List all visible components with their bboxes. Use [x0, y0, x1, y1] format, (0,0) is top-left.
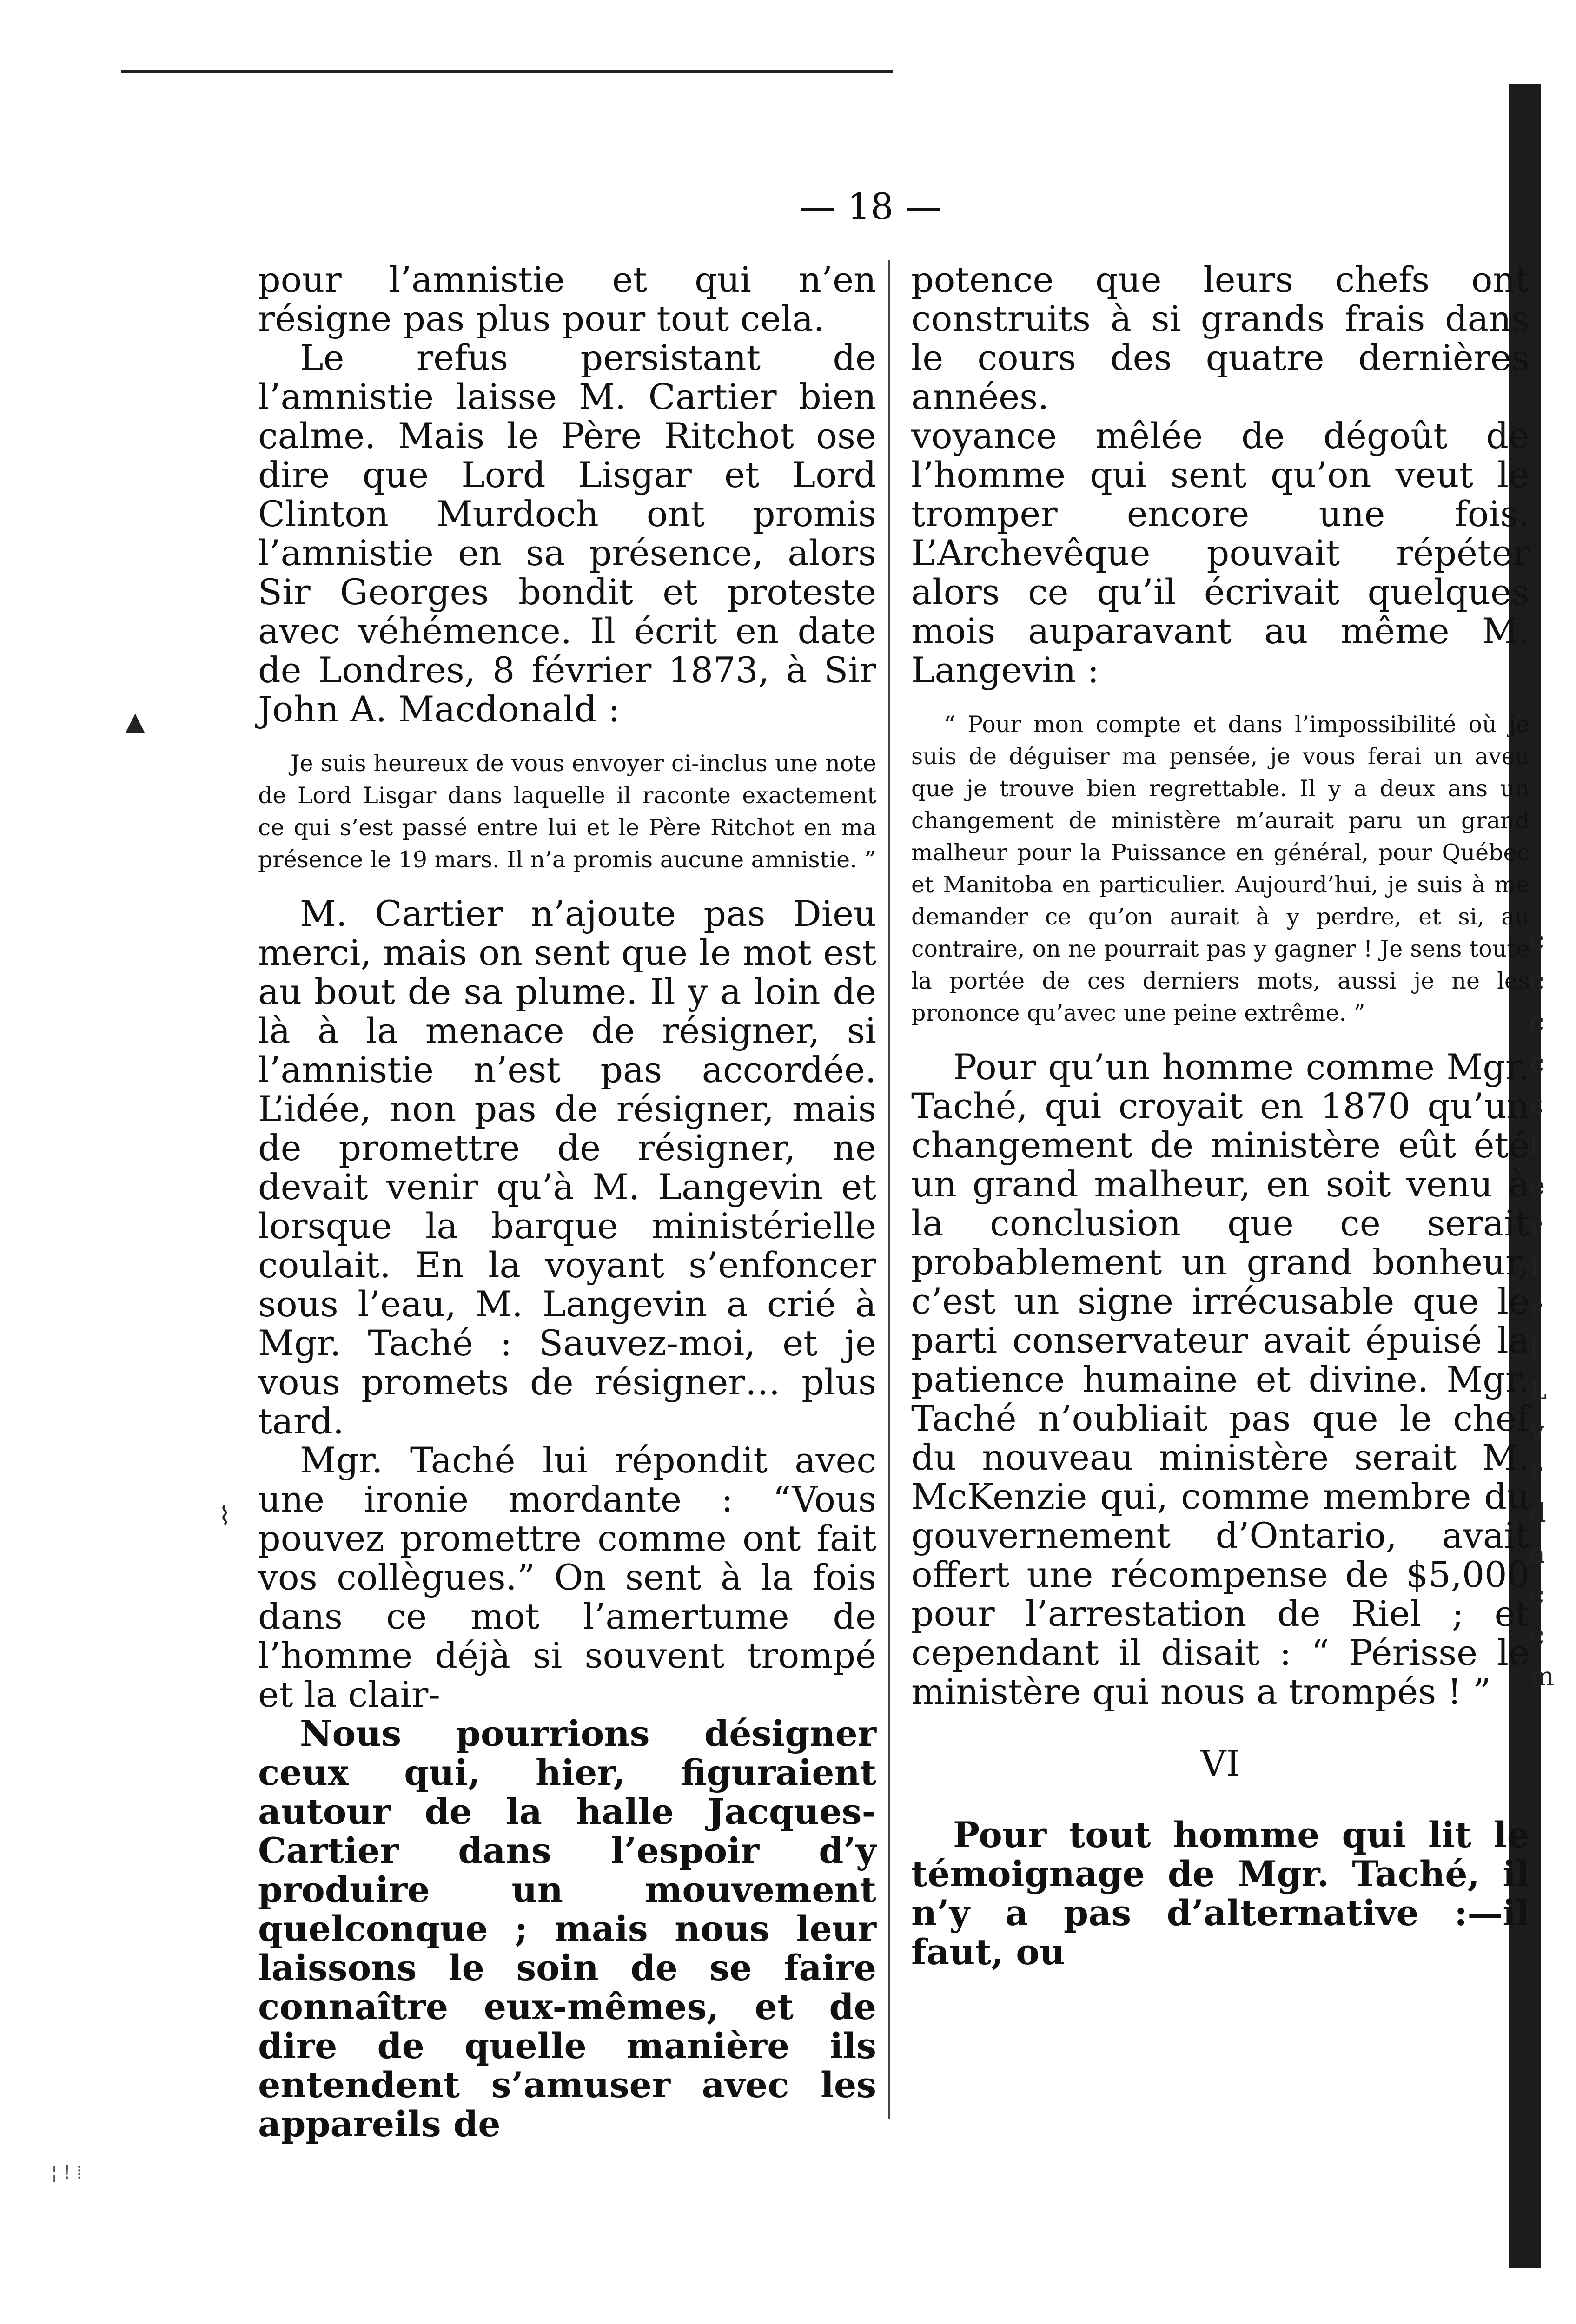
facing-page-letter: r: [1530, 1294, 1542, 1324]
page-number: — 18 —: [800, 186, 941, 228]
facing-page-letter: ε: [1530, 1089, 1543, 1119]
margin-bracket-mark: ⌇: [219, 1501, 231, 1531]
top-rule: [121, 70, 893, 73]
right-paragraph-4: Pour tout homme qui lit le témoignage de Mgr. Taché, il n’y a pas d’alternative :—il faut, ou: [911, 1814, 1530, 1973]
facing-page-letter: I: [1530, 1253, 1540, 1283]
facing-page-letter: c: [1530, 1621, 1544, 1651]
facing-page-letter: c: [1530, 925, 1544, 956]
left-paragraph-1: pour l’amnistie et qui n’en résigne pas plus pour tout cela.: [258, 259, 876, 339]
left-paragraph-2: Le refus persistant de l’amnistie laisse M. Cartier bien calme. Mais le Père Ritchot ose dire que Lord Lisgar et Lord Clinton Murdoch ont promis l’amnistie en sa présence, alors Sir Georges bondit et proteste avec véhémence. Il écrit en date de Londres, 8 février 1873, à Sir John A. Macdonald :: [258, 337, 876, 730]
right-column: [911, 260, 1530, 1972]
facing-page-letter: m: [1530, 1662, 1555, 1692]
margin-mark: ▲: [126, 706, 145, 736]
facing-page-letter: e: [1530, 1171, 1545, 1201]
left-quote: Je suis heureux de vous envoyer ci-inclus une note de Lord Lisgar dans laquelle il raconte exactement ce qui s’est passé entre lui et le Père Ritchot en ma présence le 19 mars. Il n’a promis aucune amnistie. ”: [258, 750, 876, 873]
left-paragraph-3: M. Cartier n’ajoute pas Dieu merci, mais on sent que le mot est au bout de sa plume. Il y a loin de là à la menace de résigner, si l’amnistie n’est pas accordée. L’idée, non pas de résigner, mais de promettre de résigner, ne devait venir qu’à M. Langevin et lorsque la barque ministérielle coulait. En la voyant s’enfoncer sous l’eau, M. Langevin a crié à Mgr. Taché : Sauvez-moi, et je vous promets de résigner… plus tard.: [258, 893, 876, 1442]
facing-page-letter: d: [1530, 1498, 1546, 1528]
left-column: [258, 260, 876, 2144]
facing-page-letter: c: [1530, 1048, 1544, 1078]
facing-page-letter: l: [1530, 1334, 1538, 1365]
facing-page-letter: a: [1530, 1539, 1545, 1569]
right-paragraph-1: potence que leurs chefs ont construits à si grands frais dans le cours des quatre dernières années.: [911, 259, 1530, 417]
section-heading: VI: [1200, 1743, 1240, 1784]
facing-page-letter: r: [1530, 1212, 1542, 1242]
left-paragraph-5: Nous pourrions désigner ceux qui, hier, figuraient autour de la halle Jacques-Cartier dans l’espoir d’y produire un mouvement quelconque ; mais nous leur laissons le soin de se faire connaître eux-mêmes, et de dire de quelle manière ils entendent s’amuser avec les appareils de: [258, 1713, 876, 2145]
facing-page-letter: v: [1530, 1416, 1544, 1446]
right-paragraph-2: voyance mêlée de dégoût de l’homme qui sent qu’on veut le tromper encore une fois. L’Archevêque pouvait répéter alors ce qu’il écrivait quelques mois auparavant au même M. Langevin :: [911, 415, 1530, 691]
right-quote: “ Pour mon compte et dans l’impossibilité où je suis de déguiser ma pensée, je vous ferai un aveu que je trouve bien regrettable. Il y a deux ans un changement de ministère m’aurait paru un grand malheur pour la Puissance en général, pour Québec et Manitoba en particulier. Aujourd’hui, je suis à me demander ce qu’on aurait à y perdre, et si, au contraire, on ne pourrait pas y gagner ! Je sens toute la portée de ces derniers mots, aussi je ne les prononce qu’avec une peine extrême. ”: [911, 711, 1530, 1026]
bottom-left-smudge: ¦ ! ⁞: [51, 2162, 82, 2183]
facing-page-letter: c: [1530, 1007, 1544, 1037]
facing-page-letter: c: [1530, 1580, 1544, 1610]
facing-page-letter: l: [1530, 1130, 1538, 1160]
facing-page-letter: L: [1530, 1375, 1547, 1406]
facing-page-letter: r: [1530, 1457, 1542, 1487]
right-paragraph-3: Pour qu’un homme comme Mgr. Taché, qui croyait en 1870 qu’un changement de ministère eût été un grand malheur, en soit venu à la conclusion que ce serait probablement un grand bonheur, c’est un signe irrécusable que le parti conservateur avait épuisé la patience humaine et divine. Mgr. Taché n’oubliait pas que le chef du nouveau ministère serait M. McKenzie qui, comme membre du gouvernement d’Ontario, avait offert une récompense de $5,000 pour l’arrestation de Riel ; et cependant il disait : “ Périsse le ministère qui nous a trompés ! ”: [911, 1046, 1530, 1712]
column-divider: [888, 260, 890, 2119]
facing-page-letters: [1530, 920, 1571, 2054]
facing-page-letter: c: [1530, 966, 1544, 997]
left-paragraph-4: Mgr. Taché lui répondit avec une ironie mordante : “Vous pouvez promettre comme ont fait vos collègues.” On sent à la fois dans ce mot l’amertume de l’homme déjà si souvent trompé et la clair-: [258, 1439, 876, 1715]
